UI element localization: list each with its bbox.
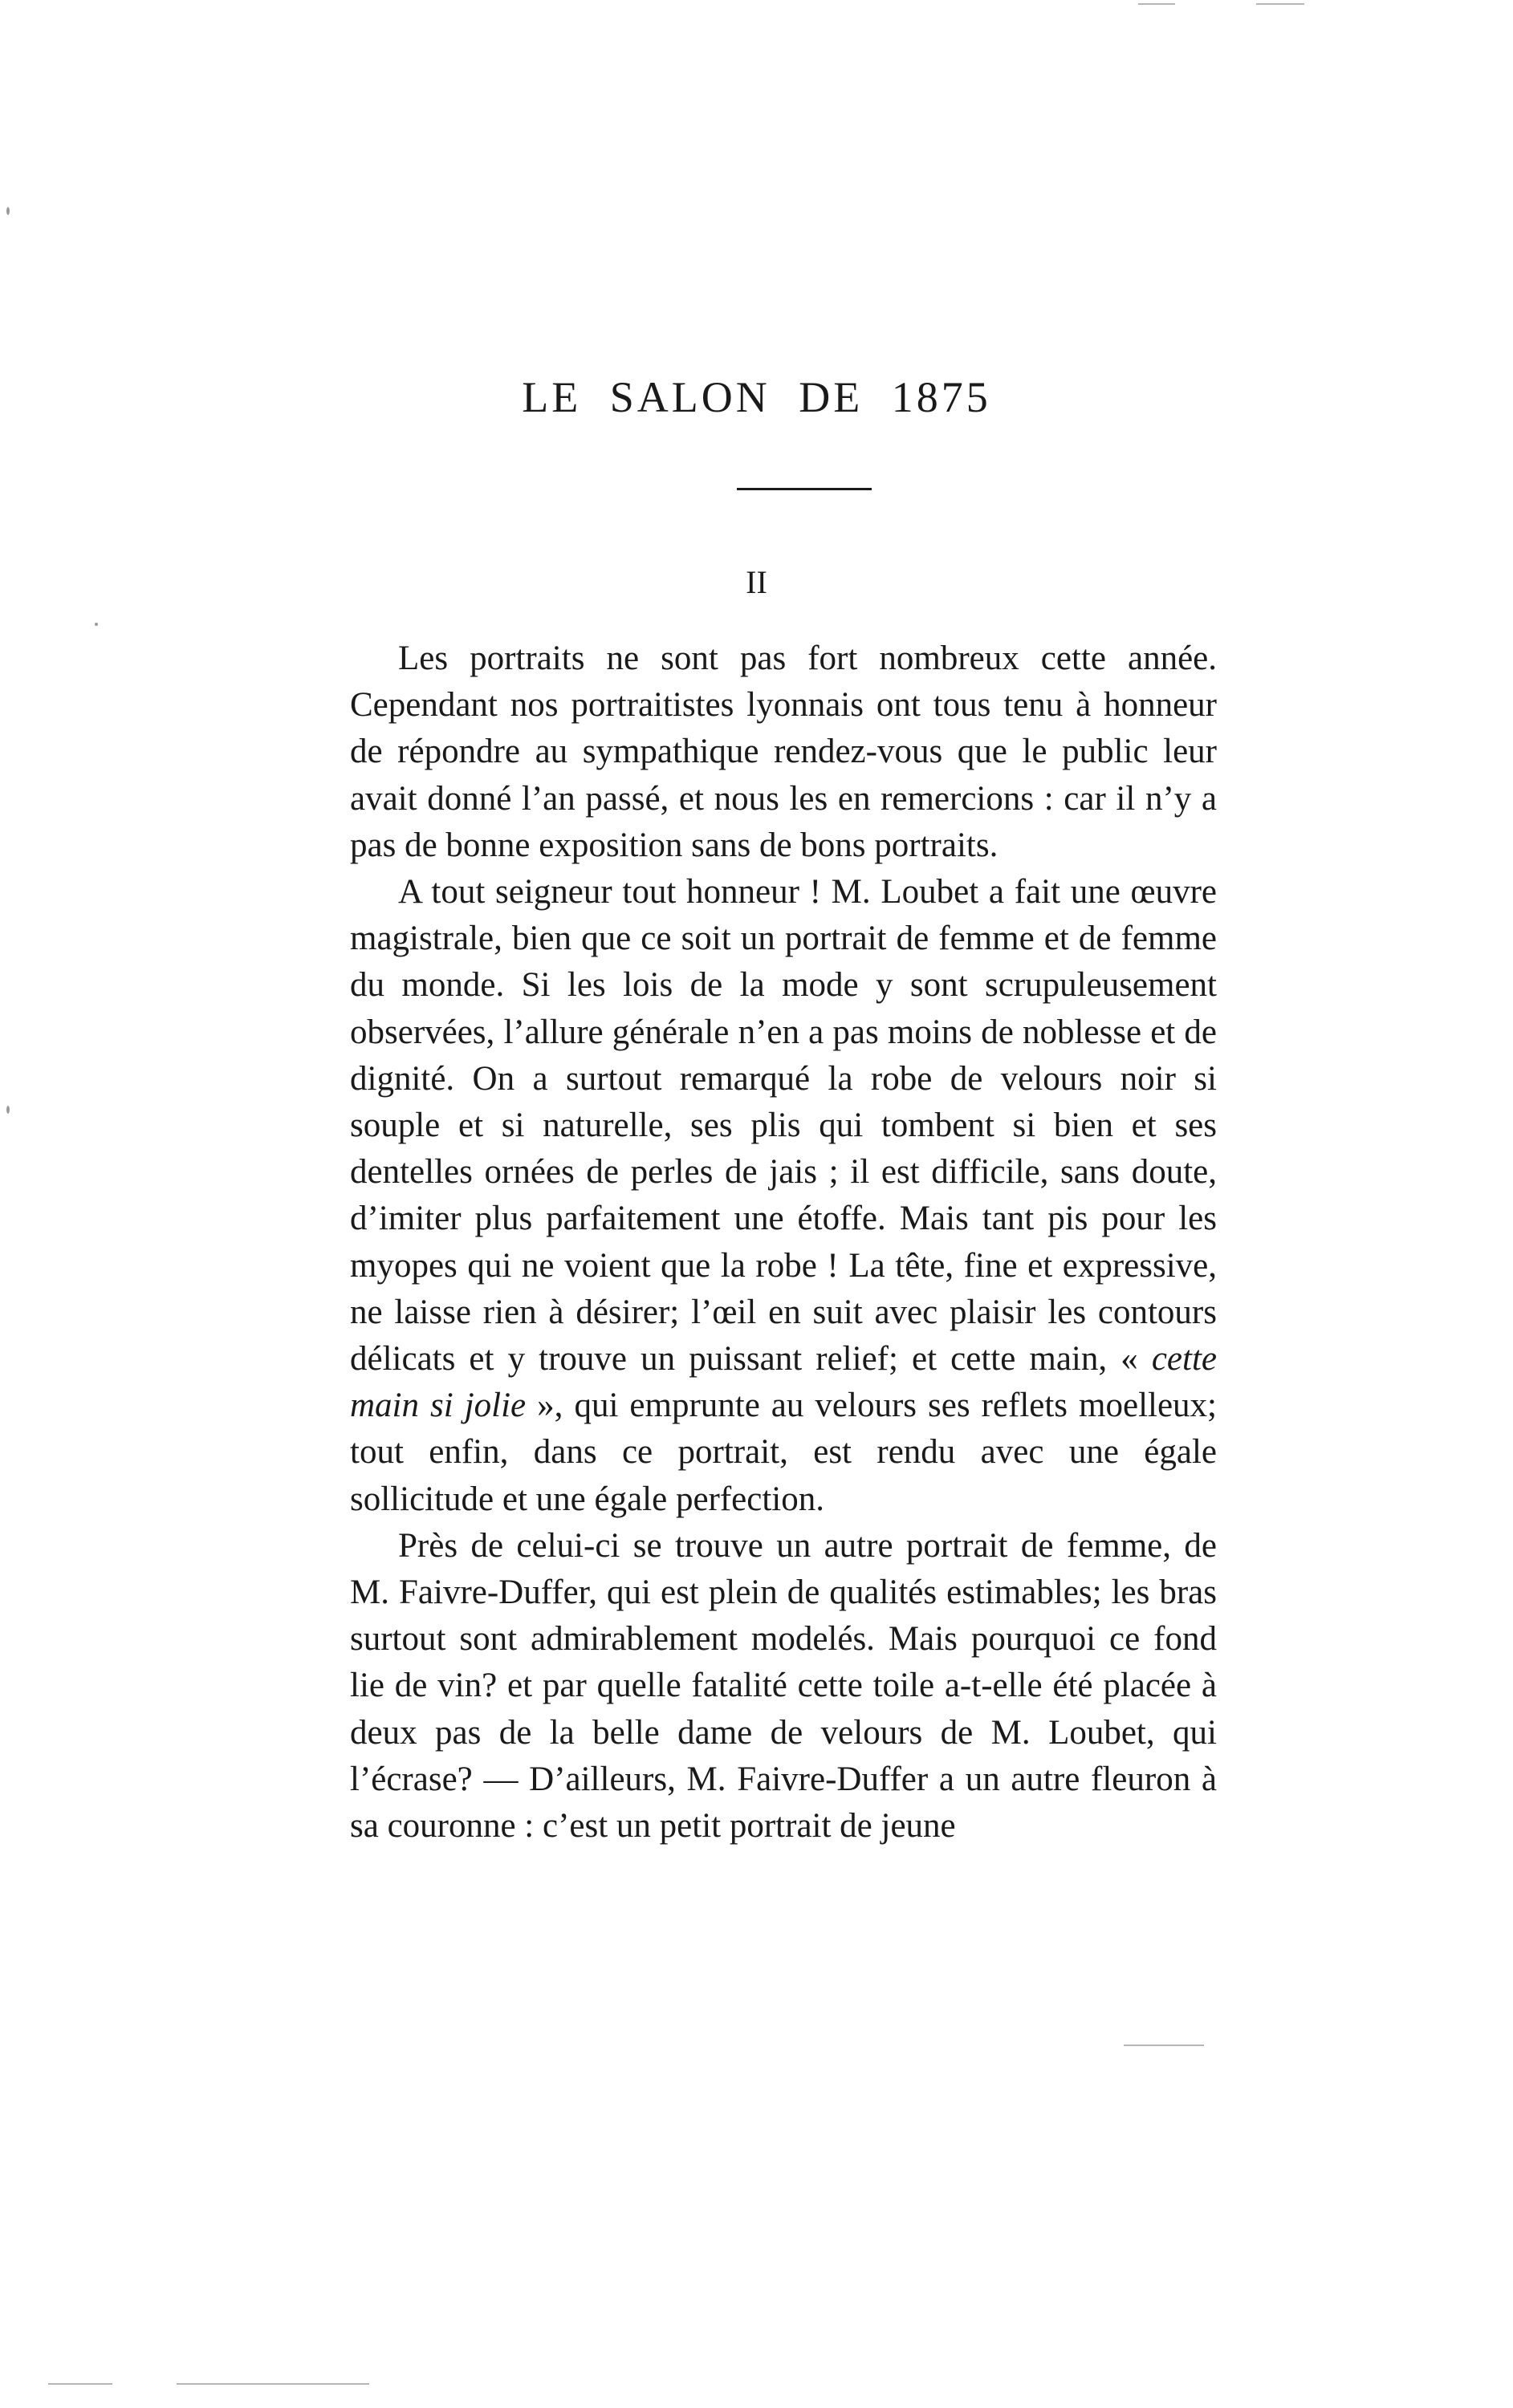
paragraph: [350, 869, 1217, 1523]
scan-mark: [48, 2383, 112, 2385]
paragraph: [350, 636, 1217, 869]
body-text: [350, 636, 1217, 1850]
scan-mark: [177, 2383, 369, 2385]
title-rule: [737, 488, 872, 490]
scan-speck: [6, 207, 10, 215]
scan-mark: [1256, 3, 1304, 5]
paragraph-text: A tout seigneur tout honneur ! M. Loubet a fait une œuvre magistrale, bien que ce soit un portrait de femme et de femme du monde. Si les lois de la mode y sont scrupuleusement observées, l’allure générale n’en a pas moins de noblesse et de dignité. On a surtout remarqué la robe de velours noir si souple et si naturelle, ses plis qui tombent si bien et ses dentelles ornées de perles de jais ; il est difficile, sans doute, d’imiter plus parfaitement une étoffe. Mais tant pis pour les myopes qui ne voient que la robe ! La tête, fine et expressive, ne laisse rien à désirer; l’œil en suit avec plaisir les contours délicats et y trouve un puissant relief; et cette main, «: [350, 873, 1217, 1379]
scan-mark: [1138, 3, 1175, 5]
paragraph-text: Près de celui-ci se trouve un autre portrait de femme, de M. Faivre-Duffer, qui est plein de qualités estimables; les bras surtout sont admirablement modelés. Mais pourquoi ce fond lie de vin? et par quelle fatalité cette toile a-t-elle été placée à deux pas de la belle dame de velours de M. Loubet, qui l’écrase? — D’ailleurs, M. Faivre-Duffer a un autre fleuron à sa couronne : c’est un petit portrait de jeune: [350, 1526, 1217, 1846]
scan-mark: [1124, 2045, 1204, 2046]
paragraph: [350, 1523, 1217, 1850]
scan-speck: [95, 623, 98, 626]
paragraph-text: Les portraits ne sont pas fort nombreux cette année. Cependant nos portraitistes lyonnais ont tous tenu à honneur de répondre au sympathique rendez-vous que le public leur avait donné l’an passé, et nous les en remercions : car il n’y a pas de bonne exposition sans de bons portraits.: [350, 640, 1217, 864]
scan-speck: [6, 1106, 10, 1114]
paragraph-text: », qui emprunte au velours ses reflets moelleux; tout enfin, dans ce portrait, est rendu avec une égale sollicitude et une égale perfection.: [350, 1387, 1218, 1518]
italic-quote: cette main si jolie: [350, 1340, 1217, 1425]
running-title: LE SALON DE 1875: [522, 373, 991, 421]
section-number: II: [746, 564, 767, 600]
